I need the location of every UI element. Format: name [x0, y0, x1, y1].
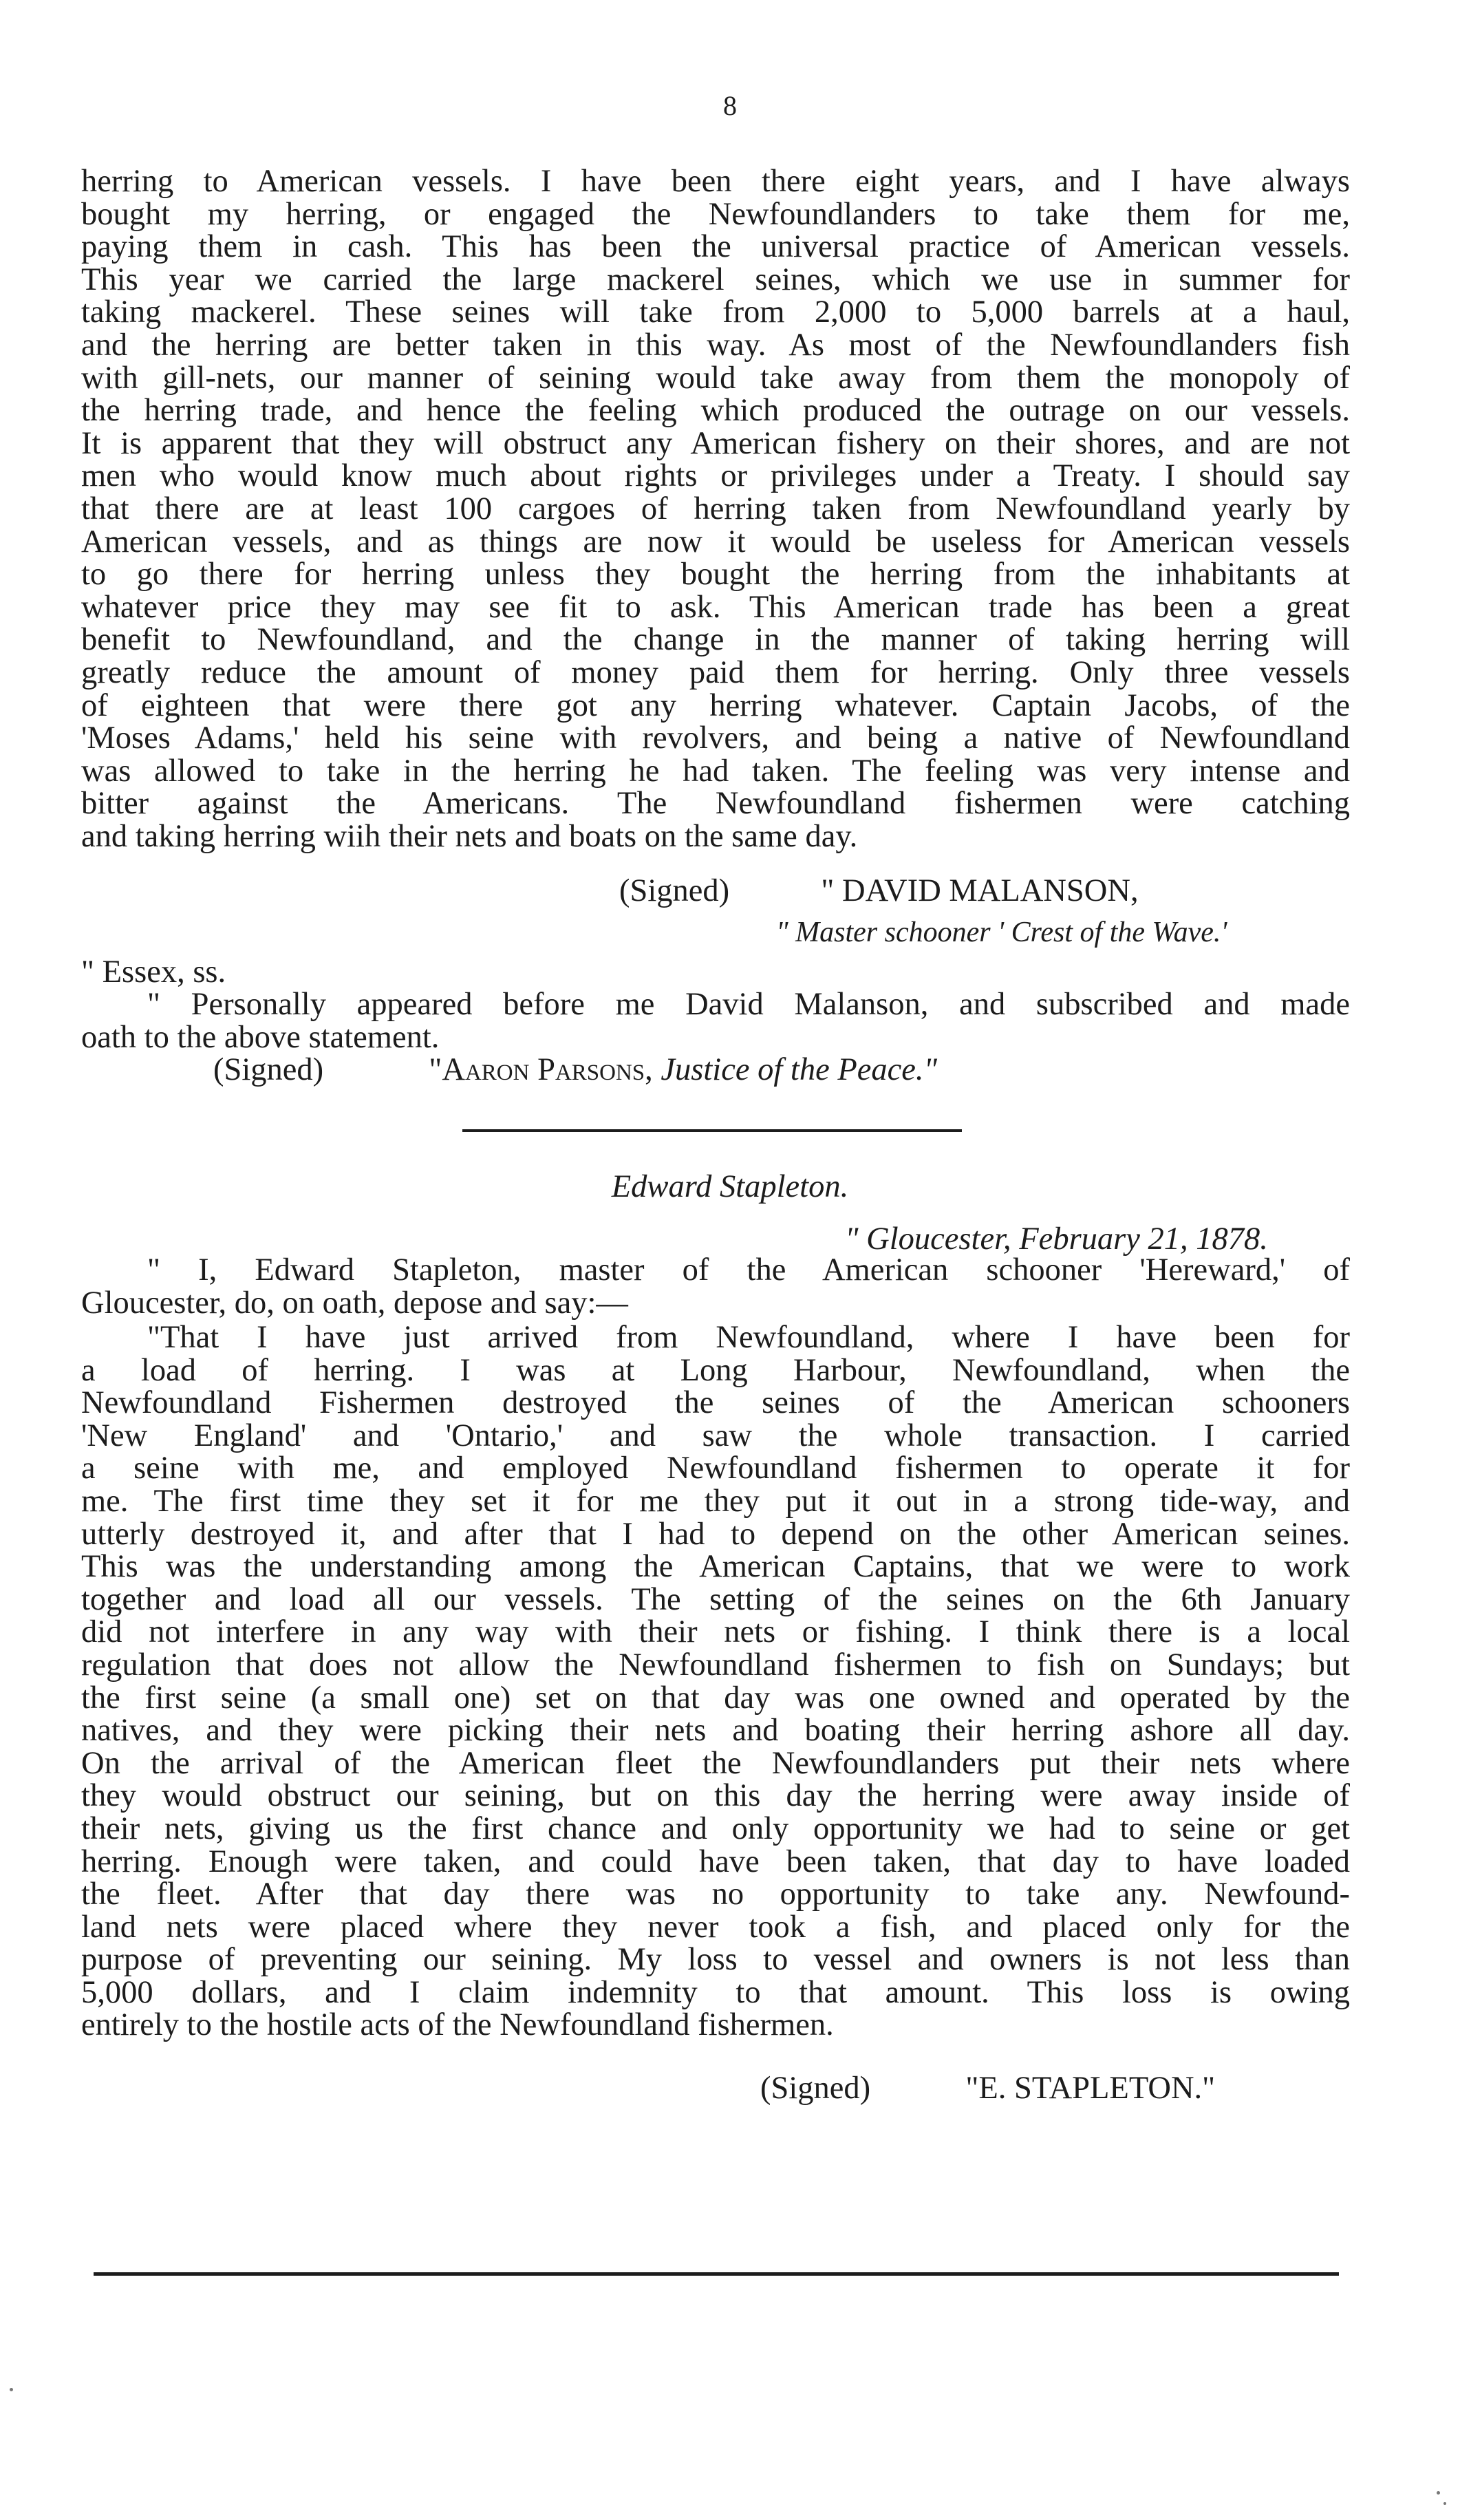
text-line: together and load all our vessels. The setting of the seines on the 6th January: [81, 1581, 1350, 1617]
text-line: and taking herring wiih their nets and boats on the same day.: [81, 818, 858, 854]
text-line: with gill-nets, our manner of seining would take away from them the monopoly of: [81, 360, 1350, 396]
signed-label: (Signed): [213, 1052, 324, 1087]
text-line: 'Moses Adams,' held his seine with revolvers, and being a native of Newfoundland: [81, 720, 1350, 756]
text-line: paying them in cash. This has been the universal practice of American vessels.: [81, 229, 1350, 265]
signer-name: "E. STAPLETON.": [965, 2071, 1216, 2106]
text-line: of eighteen that were there got any herring whatever. Captain Jacobs, of the: [81, 687, 1350, 723]
text-line: the first seine (a small one) set on that day was one owned and operated by the: [81, 1680, 1350, 1716]
malanson-statement: [81, 165, 1350, 853]
text-line: benefit to Newfoundland, and the change in the manner of taking herring will: [81, 622, 1350, 658]
text-line: the herring trade, and hence the feeling which produced the outrage on our vessels.: [81, 393, 1350, 429]
text-line: and the herring are better taken in this way. As most of the Newfoundlanders fish: [81, 327, 1350, 363]
signature-line-stapleton: [760, 2071, 1215, 2106]
text-line: herring. Enough were taken, and could have been taken, that day to have loaded: [81, 1844, 1350, 1879]
signed-label: (Signed): [760, 2071, 871, 2106]
scan-speck: [1443, 2502, 1446, 2505]
page-number: 8: [723, 90, 737, 121]
affidavit-signature: [213, 1053, 937, 1087]
text-line: "That I have just arrived from Newfoundland, where I have been for: [147, 1320, 1350, 1355]
dateline: " Gloucester, February 21, 1878.: [845, 1221, 1268, 1257]
text-line: a seine with me, and employed Newfoundland fishermen to operate it for: [81, 1451, 1350, 1486]
text-line: utterly destroyed it, and after that I had to depend on the other American seines.: [81, 1516, 1350, 1552]
text-line: a load of herring. I was at Long Harbour, Newfoundland, when the: [81, 1352, 1350, 1388]
text-line: Gloucester, do, on oath, depose and say:—: [81, 1285, 628, 1321]
text-line: taking mackerel. These seines will take from 2,000 to 5,000 barrels at a haul,: [81, 295, 1350, 330]
text-line: was allowed to take in the herring he had taken. The feeling was very intense and: [81, 753, 1350, 789]
text-line: the fleet. After that day there was no opportunity to take any. Newfound-: [81, 1877, 1350, 1912]
text-line: Newfoundland Fishermen destroyed the seines of the American schooners: [81, 1385, 1350, 1421]
text-line: land nets were placed where they never took a fish, and placed only for the: [81, 1909, 1350, 1945]
text-line: This was the understanding among the American Captains, that we were to work: [81, 1549, 1350, 1585]
text-line: 5,000 dollars, and I claim indemnity to that amount. This loss is owing: [81, 1974, 1350, 2010]
bottom-rule: [94, 2272, 1339, 2276]
text-line: On the arrival of the American fleet the Newfoundlanders put their nets where: [81, 1745, 1350, 1781]
text-line: greatly reduce the amount of money paid them for herring. Only three vessels: [81, 654, 1350, 690]
justice-title: Justice of the Peace.": [661, 1052, 938, 1087]
text-line: " I, Edward Stapleton, master of the American schooner 'Hereward,' of: [147, 1252, 1350, 1288]
text-line: they would obstruct our seining, but on this day the herring were away inside of: [81, 1778, 1350, 1814]
scan-speck: [1437, 2491, 1440, 2495]
affidavit-text: [81, 988, 1350, 1054]
text-line: their nets, giving us the first chance and only opportunity we had to seine or get: [81, 1811, 1350, 1846]
text-line: to go there for herring unless they bought the herring from the inhabitants at: [81, 557, 1350, 592]
text-line: oath to the above statement.: [81, 1019, 440, 1055]
scan-speck: [10, 2388, 13, 2391]
text-line: American vessels, and as things are now it would be useless for American vessels: [81, 524, 1350, 559]
stapleton-statement: [81, 1321, 1350, 2042]
text-line: me. The first time they set it for me they put it out in a strong tide-way, and: [81, 1483, 1350, 1519]
justice-name: "Aaron Parsons,: [429, 1052, 653, 1087]
text-line: regulation that does not allow the Newfoundland fishermen to fish on Sundays; but: [81, 1647, 1350, 1683]
signature-line-malanson: [619, 874, 1139, 908]
text-line: herring to American vessels. I have been there eight years, and I have always: [81, 164, 1350, 199]
signer-title: " Master schooner ' Crest of the Wave.': [776, 917, 1227, 948]
section-heading: Edward Stapleton.: [611, 1169, 849, 1204]
text-line: that there are at least 100 cargoes of herring taken from Newfoundland yearly by: [81, 491, 1350, 526]
affidavit-venue: " Essex, ss.: [81, 954, 226, 990]
text-line: natives, and they were picking their nets and boating their herring ashore all day.: [81, 1713, 1350, 1749]
signed-label: (Signed): [619, 873, 730, 908]
text-line: bought my herring, or engaged the Newfoundlanders to take them for me,: [81, 196, 1350, 232]
text-line: 'New England' and 'Ontario,' and saw the whole transaction. I carried: [81, 1418, 1350, 1453]
text-line: This year we carried the large mackerel seines, which we use in summer for: [81, 261, 1350, 297]
text-line: purpose of preventing our seining. My loss to vessel and owners is not less than: [81, 1942, 1350, 1978]
text-line: did not interfere in any way with their nets or fishing. I think there is a local: [81, 1614, 1350, 1650]
text-line: entirely to the hostile acts of the Newfoundland fishermen.: [81, 2007, 834, 2043]
text-line: It is apparent that they will obstruct any American fishery on their shores, and are not: [81, 425, 1350, 461]
text-line: men who would know much about rights or privileges under a Treaty. I should say: [81, 458, 1350, 494]
text-line: whatever price they may see fit to ask. This American trade has been a great: [81, 589, 1350, 625]
text-line: bitter against the Americans. The Newfoundland fishermen were catching: [81, 786, 1350, 822]
stapleton-intro: [81, 1254, 1350, 1319]
section-divider: [462, 1129, 962, 1132]
text-line: " Personally appeared before me David Malanson, and subscribed and made: [147, 987, 1350, 1022]
signer-name: " DAVID MALANSON,: [821, 873, 1139, 908]
